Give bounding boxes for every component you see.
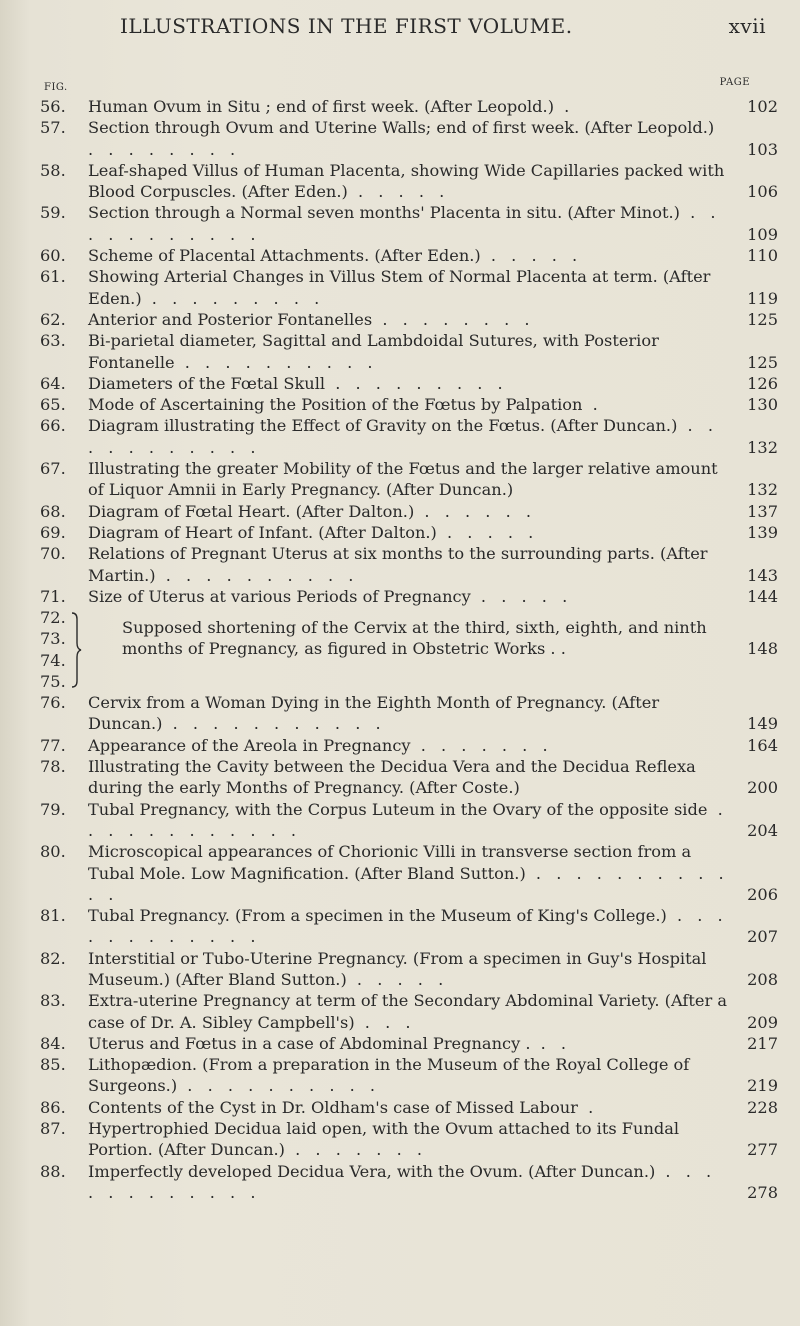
figure-caption: Showing Arterial Changes in Villus Stem of Normal Placenta at term. (After Eden.) (88, 267, 711, 308)
figure-caption-line (88, 799, 734, 842)
figure-caption-line (88, 96, 734, 117)
figure-caption: Human Ovum in Situ ; end of first week. (After Leopold.) (88, 97, 555, 116)
figure-caption-line (88, 905, 734, 948)
page-number: 132 (747, 437, 778, 457)
leader-dots: . . . . . . . . . . (177, 1076, 381, 1096)
figure-caption: Anterior and Posterior Fontanelles (88, 309, 373, 329)
leader-dots: . . . . . . . . . (141, 288, 325, 308)
group-text (122, 617, 734, 660)
figure-caption: Imperfectly developed Decidua Vera, with the Ovum. (After Duncan.) (88, 1161, 656, 1181)
figure-caption-line (88, 1054, 734, 1097)
leader-dots: . . . . . (347, 182, 450, 202)
list-item (40, 586, 778, 607)
leader-dots: . . . . . . . (410, 735, 553, 755)
figure-number: 67. (40, 459, 66, 479)
page-number: 149 (747, 714, 778, 734)
figure-number: 70. (40, 544, 66, 564)
list-item (40, 501, 778, 522)
page-number: 102 (747, 97, 778, 116)
group-number: 72. (40, 608, 66, 628)
page-number: 219 (747, 1076, 778, 1096)
leader-dots: . . (530, 1033, 572, 1053)
figure-caption: Size of Uterus at various Periods of Pregnancy (88, 586, 471, 606)
illustration-list (40, 96, 778, 1203)
figure-number: 66. (40, 416, 66, 436)
figure-caption-line (88, 841, 734, 905)
fig-column-label: FIG. (44, 82, 68, 93)
leader-dots: . . . . . . . . . . . . (88, 1161, 717, 1202)
list-item (40, 522, 778, 543)
figure-caption: Interstitial or Tubo-Uterine Pregnancy. (From a specimen in Guy's Hospital Museum.) (After Bland Sutton.) (88, 948, 707, 989)
list-item (40, 905, 778, 948)
leader-dots: . . . . . (470, 586, 573, 606)
entry-list-part-2 (40, 692, 778, 1203)
list-item (40, 96, 778, 117)
list-item (40, 394, 778, 415)
figure-caption: Leaf-shaped Villus of Human Placenta, showing Wide Capillaries packed with Blood Corpuscles. (After Eden.) (88, 160, 725, 202)
leader-dots: . . . . . . . . . . . (88, 203, 721, 244)
figure-caption: Cervix from a Woman Dying in the Eighth Month of Pregnancy. (After Duncan.) (88, 693, 660, 734)
leader-dots: . . . . . . . . . (325, 373, 508, 393)
figure-number: 71. (40, 586, 66, 606)
figure-caption: Microscopical appearances of Chorionic Villi in transverse section from a Tubal Mole. Low Magnification. (After Bland Sutton.) (88, 842, 692, 883)
list-item (40, 373, 778, 394)
list-item (40, 1054, 778, 1097)
figure-caption: Illustrating the greater Mobility of the Fœtus and the larger relative amount of Liquor Amnii in Early Pregnancy. (After Duncan.) (88, 459, 718, 500)
page-title: ILLUSTRATIONS IN THE FIRST VOLUME. (120, 14, 573, 38)
leader-dots: . . . . . . . . . . . (162, 714, 386, 734)
list-item (40, 245, 778, 266)
figure-number: 64. (40, 373, 66, 393)
page-number: 119 (747, 288, 778, 308)
page-number: 109 (747, 224, 778, 244)
group-number: 75. (40, 672, 66, 692)
figure-number: 79. (40, 799, 66, 819)
figure-caption: Uterus and Fœtus in a case of Abdominal Pregnancy . (88, 1033, 531, 1053)
figure-caption-line (88, 309, 734, 330)
list-item (40, 1118, 778, 1161)
list-item (40, 735, 778, 756)
figure-caption-line (88, 522, 734, 543)
leader-dots: . . . . . . . . . . (155, 565, 359, 585)
page-number: 126 (747, 373, 778, 393)
leader-dots: . . . . . . . . . . (174, 352, 378, 372)
leader-dots: . . . . . (480, 246, 583, 266)
entry-list-part-1 (40, 96, 778, 607)
figure-caption-line (88, 415, 734, 458)
list-item (40, 543, 778, 586)
figure-caption-line (88, 202, 734, 245)
page-number: 125 (747, 352, 778, 372)
page-number: 106 (747, 182, 778, 202)
figure-caption: Mode of Ascertaining the Position of the Fœtus by Palpation (88, 395, 583, 415)
figure-number: 87. (40, 1119, 66, 1139)
figure-number: 84. (40, 1033, 66, 1053)
figure-number: 60. (40, 246, 66, 266)
leader-dots: . . . . . . . . . . . . (88, 906, 728, 947)
page-number: 130 (747, 395, 778, 415)
figure-number: 59. (40, 203, 66, 223)
figure-number: 68. (40, 501, 66, 521)
figure-caption-line (88, 330, 734, 373)
page-number: 200 (747, 778, 778, 798)
leader-dots: . (582, 395, 603, 415)
leader-dots: . . . . . (346, 969, 449, 989)
list-item (40, 415, 778, 458)
figure-caption: Bi-parietal diameter, Sagittal and Lambdoidal Sutures, with Posterior Fontanelle (88, 331, 659, 372)
page-number: 103 (747, 139, 778, 159)
figure-caption: Section through a Normal seven months' Placenta in situ. (After Minot.) (88, 203, 680, 223)
list-item (40, 799, 778, 842)
figure-number: 78. (40, 757, 66, 777)
list-item (40, 309, 778, 330)
list-item (40, 756, 778, 799)
page-number: 139 (747, 522, 778, 542)
figure-caption-line (88, 1033, 734, 1054)
list-item (40, 1161, 778, 1204)
figure-caption-line (88, 266, 734, 309)
page-number: 132 (747, 480, 778, 500)
figure-number: 61. (40, 267, 66, 287)
page-number: 110 (747, 246, 778, 266)
page-number: 208 (747, 969, 778, 989)
list-item (40, 160, 778, 203)
group-caption: Supposed shortening of the Cervix at the third, sixth, eighth, and ninth months of Pregnancy, as figured in Obstetric Works . (122, 618, 707, 659)
figure-number: 80. (40, 842, 66, 862)
leader-dots: . . . (354, 1012, 416, 1032)
list-item (40, 841, 778, 905)
group-page-number: 148 (747, 639, 778, 659)
figure-number: 69. (40, 522, 66, 542)
list-item (40, 692, 778, 735)
figure-number: 88. (40, 1161, 66, 1181)
figure-number: 76. (40, 693, 66, 713)
figure-number: 56. (40, 97, 66, 116)
figure-caption: Hypertrophied Decidua laid open, with the Ovum attached to its Fundal Portion. (After Duncan.) (88, 1119, 680, 1160)
leader-dots: . (554, 97, 575, 116)
figure-caption-line (88, 394, 734, 415)
list-item (40, 1033, 778, 1054)
figure-number: 81. (40, 906, 66, 926)
figure-caption: Appearance of the Areola in Pregnancy (88, 735, 411, 755)
page-number: 228 (747, 1097, 778, 1117)
figure-caption: Section through Ovum and Uterine Walls; end of first week. (After Leopold.) (88, 118, 715, 138)
page-number: 144 (747, 586, 778, 606)
list-item (40, 330, 778, 373)
figure-caption: Lithopædion. (From a preparation in the Museum of the Royal College of Surgeons.) (88, 1055, 690, 1096)
figure-caption: Illustrating the Cavity between the Decidua Vera and the Decidua Reflexa during the early Months of Pregnancy. (After Coste.) (88, 757, 696, 798)
page-number: 137 (747, 501, 778, 521)
leader-dots: . . . . . . . (284, 1140, 428, 1160)
figure-number: 58. (40, 160, 66, 180)
list-item (40, 117, 778, 160)
list-item (40, 458, 778, 501)
figure-caption-line (88, 458, 734, 501)
leader-dots: . . . . . . . . . . . . (88, 863, 729, 904)
figure-number: 62. (40, 309, 66, 329)
list-item (40, 202, 778, 245)
figure-number: 57. (40, 118, 66, 138)
figure-caption: Scheme of Placental Attachments. (After Eden.) (88, 246, 481, 266)
figure-caption-line (88, 543, 734, 586)
figure-caption: Contents of the Cyst in Dr. Oldham's case of Missed Labour (88, 1097, 578, 1117)
page-number: 164 (747, 735, 778, 755)
page-column-label: PAGE (719, 77, 750, 88)
leader-dots: . . . . . . (414, 501, 537, 521)
figure-caption-line (88, 245, 734, 266)
figure-caption-line (88, 692, 734, 735)
figure-caption-line (88, 501, 734, 522)
leader-dots: . . . . . . . . . . . (88, 416, 718, 457)
page-number: 206 (747, 884, 778, 904)
figure-number: 77. (40, 735, 66, 755)
page-folio: xvii (728, 14, 766, 38)
page-number: 209 (747, 1012, 778, 1032)
figure-caption: Tubal Pregnancy, with the Corpus Luteum in the Ovary of the opposite side (88, 799, 708, 819)
figure-caption-line (88, 160, 734, 203)
figure-caption: Diagram of Fœtal Heart. (After Dalton.) (88, 501, 415, 521)
page-number: 204 (747, 820, 778, 840)
group-numbers (40, 607, 70, 692)
list-item (40, 1097, 778, 1118)
page-number: 277 (747, 1140, 778, 1160)
figure-number: 85. (40, 1055, 66, 1075)
leader-dots: . . . . . . . . (88, 139, 241, 159)
figure-caption: Extra-uterine Pregnancy at term of the Secondary Abdominal Variety. (After a case of Dr. A. Sibley Campbell's) (88, 991, 727, 1032)
leader-dots: . . . . . (436, 522, 539, 542)
figure-caption: Tubal Pregnancy. (From a specimen in the Museum of King's College.) (88, 906, 667, 926)
page-number: 143 (747, 565, 778, 585)
list-item (40, 948, 778, 991)
page-number: 125 (747, 309, 778, 329)
figure-number: 65. (40, 395, 66, 415)
figure-caption-line (88, 586, 734, 607)
list-item (40, 266, 778, 309)
curly-brace-icon (70, 611, 82, 689)
figure-caption-line (88, 756, 734, 799)
figure-number: 63. (40, 331, 66, 351)
figure-caption: Relations of Pregnant Uterus at six months to the surrounding parts. (After Martin.) (88, 544, 708, 585)
leader-dots: . (555, 639, 566, 659)
figure-caption-line (88, 1118, 734, 1161)
figure-number: 83. (40, 991, 66, 1011)
group-number: 73. (40, 629, 66, 649)
figure-caption-line (88, 948, 734, 991)
group-number: 74. (40, 650, 66, 670)
grouped-entry-72-75 (40, 607, 778, 692)
figure-caption-line (88, 117, 734, 160)
figure-caption: Diagram of Heart of Infant. (After Dalton.) (88, 522, 437, 542)
figure-number: 82. (40, 948, 66, 968)
leader-dots: . (577, 1097, 599, 1117)
figure-caption-line (88, 990, 734, 1033)
page-number: 217 (747, 1033, 778, 1053)
list-item (40, 990, 778, 1033)
figure-caption: Diameters of the Fœtal Skull (88, 373, 326, 393)
figure-caption-line (88, 1161, 734, 1204)
figure-number: 86. (40, 1097, 66, 1117)
figure-caption-line (88, 735, 734, 756)
figure-caption: Diagram illustrating the Effect of Gravity on the Fœtus. (After Duncan.) (88, 416, 678, 436)
figure-caption-line (88, 373, 734, 394)
figure-caption-line (88, 1097, 734, 1118)
leader-dots: . . . . . . . . (372, 309, 535, 329)
page-number: 207 (747, 927, 778, 947)
leader-dots: . . . . . . . . . . . . (88, 799, 728, 840)
page-number: 278 (747, 1182, 778, 1202)
